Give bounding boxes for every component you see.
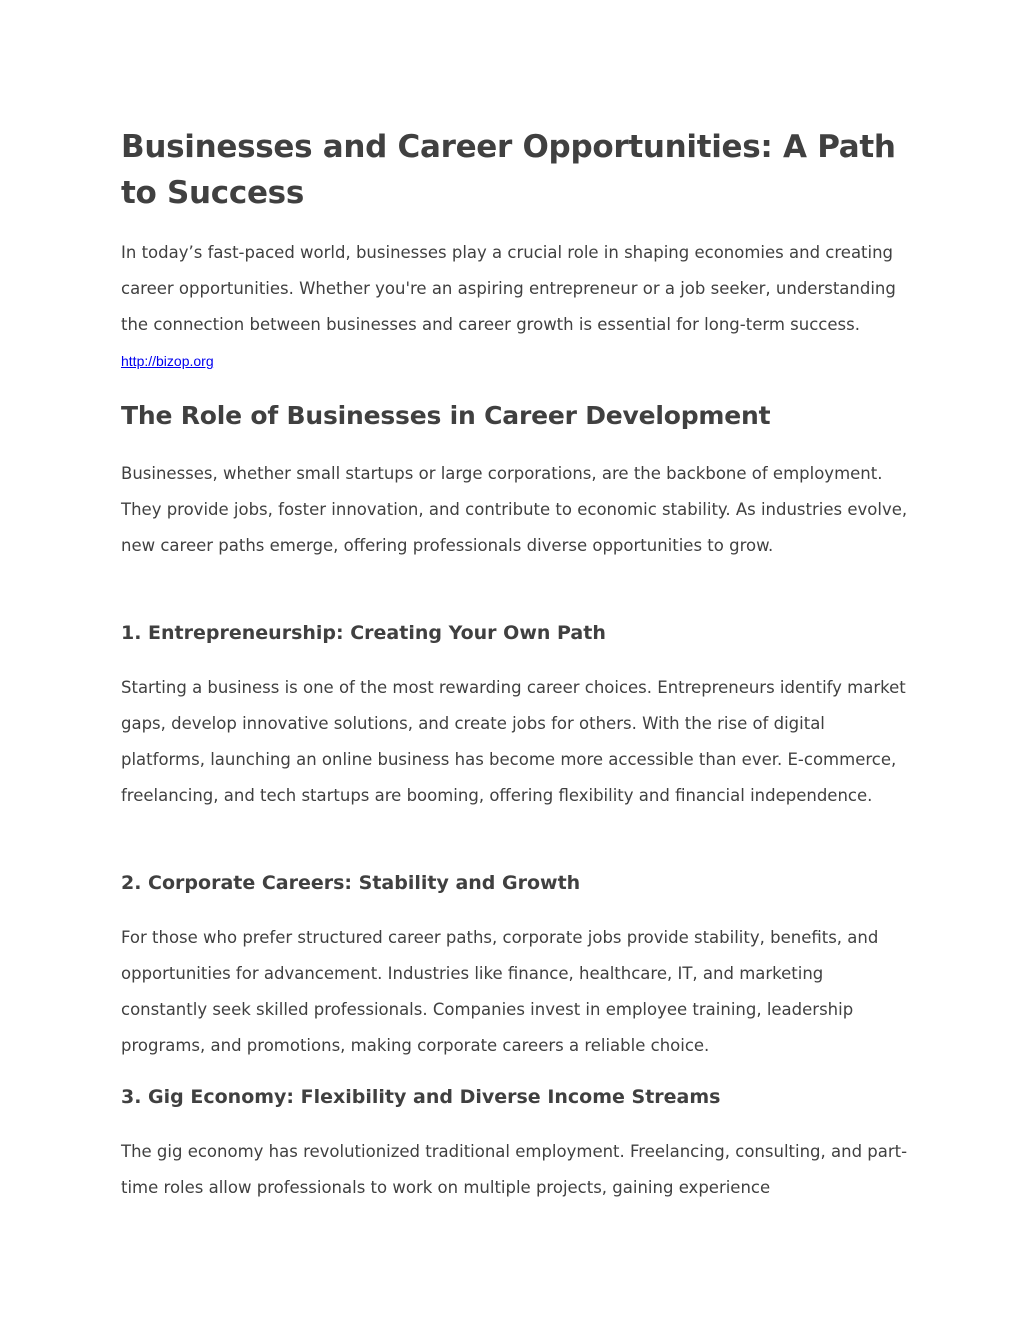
- section-3-heading: 3. Gig Economy: Flexibility and Diverse Income Streams: [121, 1086, 721, 1108]
- section-2-heading: 2. Corporate Careers: Stability and Growth: [121, 872, 581, 894]
- section-2-body: For those who prefer structured career paths, corporate jobs provide stability, benefits, and opportunities for advancement. Industries like finance, healthcare, IT, and marketing constantly seek skilled professionals. Companies invest in employee training, leadership programs, and promotions, making corporate careers a reliable choice.: [121, 928, 879, 1055]
- section-role-body: Businesses, whether small startups or large corporations, are the backbone of employment. They provide jobs, foster innovation, and contribute to economic stability. As industries evolve, new career paths emerge, offering professionals diverse opportunities to grow.: [121, 464, 908, 555]
- section-3-body: The gig economy has revolutionized traditional employment. Freelancing, consulting, and part-time roles allow professionals to work on multiple projects, gaining experience: [121, 1142, 908, 1197]
- section-1-body: Starting a business is one of the most rewarding career choices. Entrepreneurs identify market gaps, develop innovative solutions, and create jobs for others. With the rise of digital platforms, launching an online business has become more accessible than ever. E-commerce, freelancing, and tech startups are booming, offering flexibility and financial independence.: [121, 678, 906, 805]
- section-1-heading: 1. Entrepreneurship: Creating Your Own Path: [121, 622, 606, 644]
- document-title: Businesses and Career Opportunities: A Path to Success: [121, 129, 896, 211]
- intro-text: In today’s fast-paced world, businesses play a crucial role in shaping economies and creating career opportunities. Whether you're an aspiring entrepreneur or a job seeker, understanding the connection between businesses and career growth is essential for long-term success.: [121, 243, 896, 334]
- intro-paragraph: [121, 235, 911, 379]
- section-heading-role: The Role of Businesses in Career Development: [121, 401, 771, 430]
- bizop-link[interactable]: http://bizop.org: [121, 353, 214, 369]
